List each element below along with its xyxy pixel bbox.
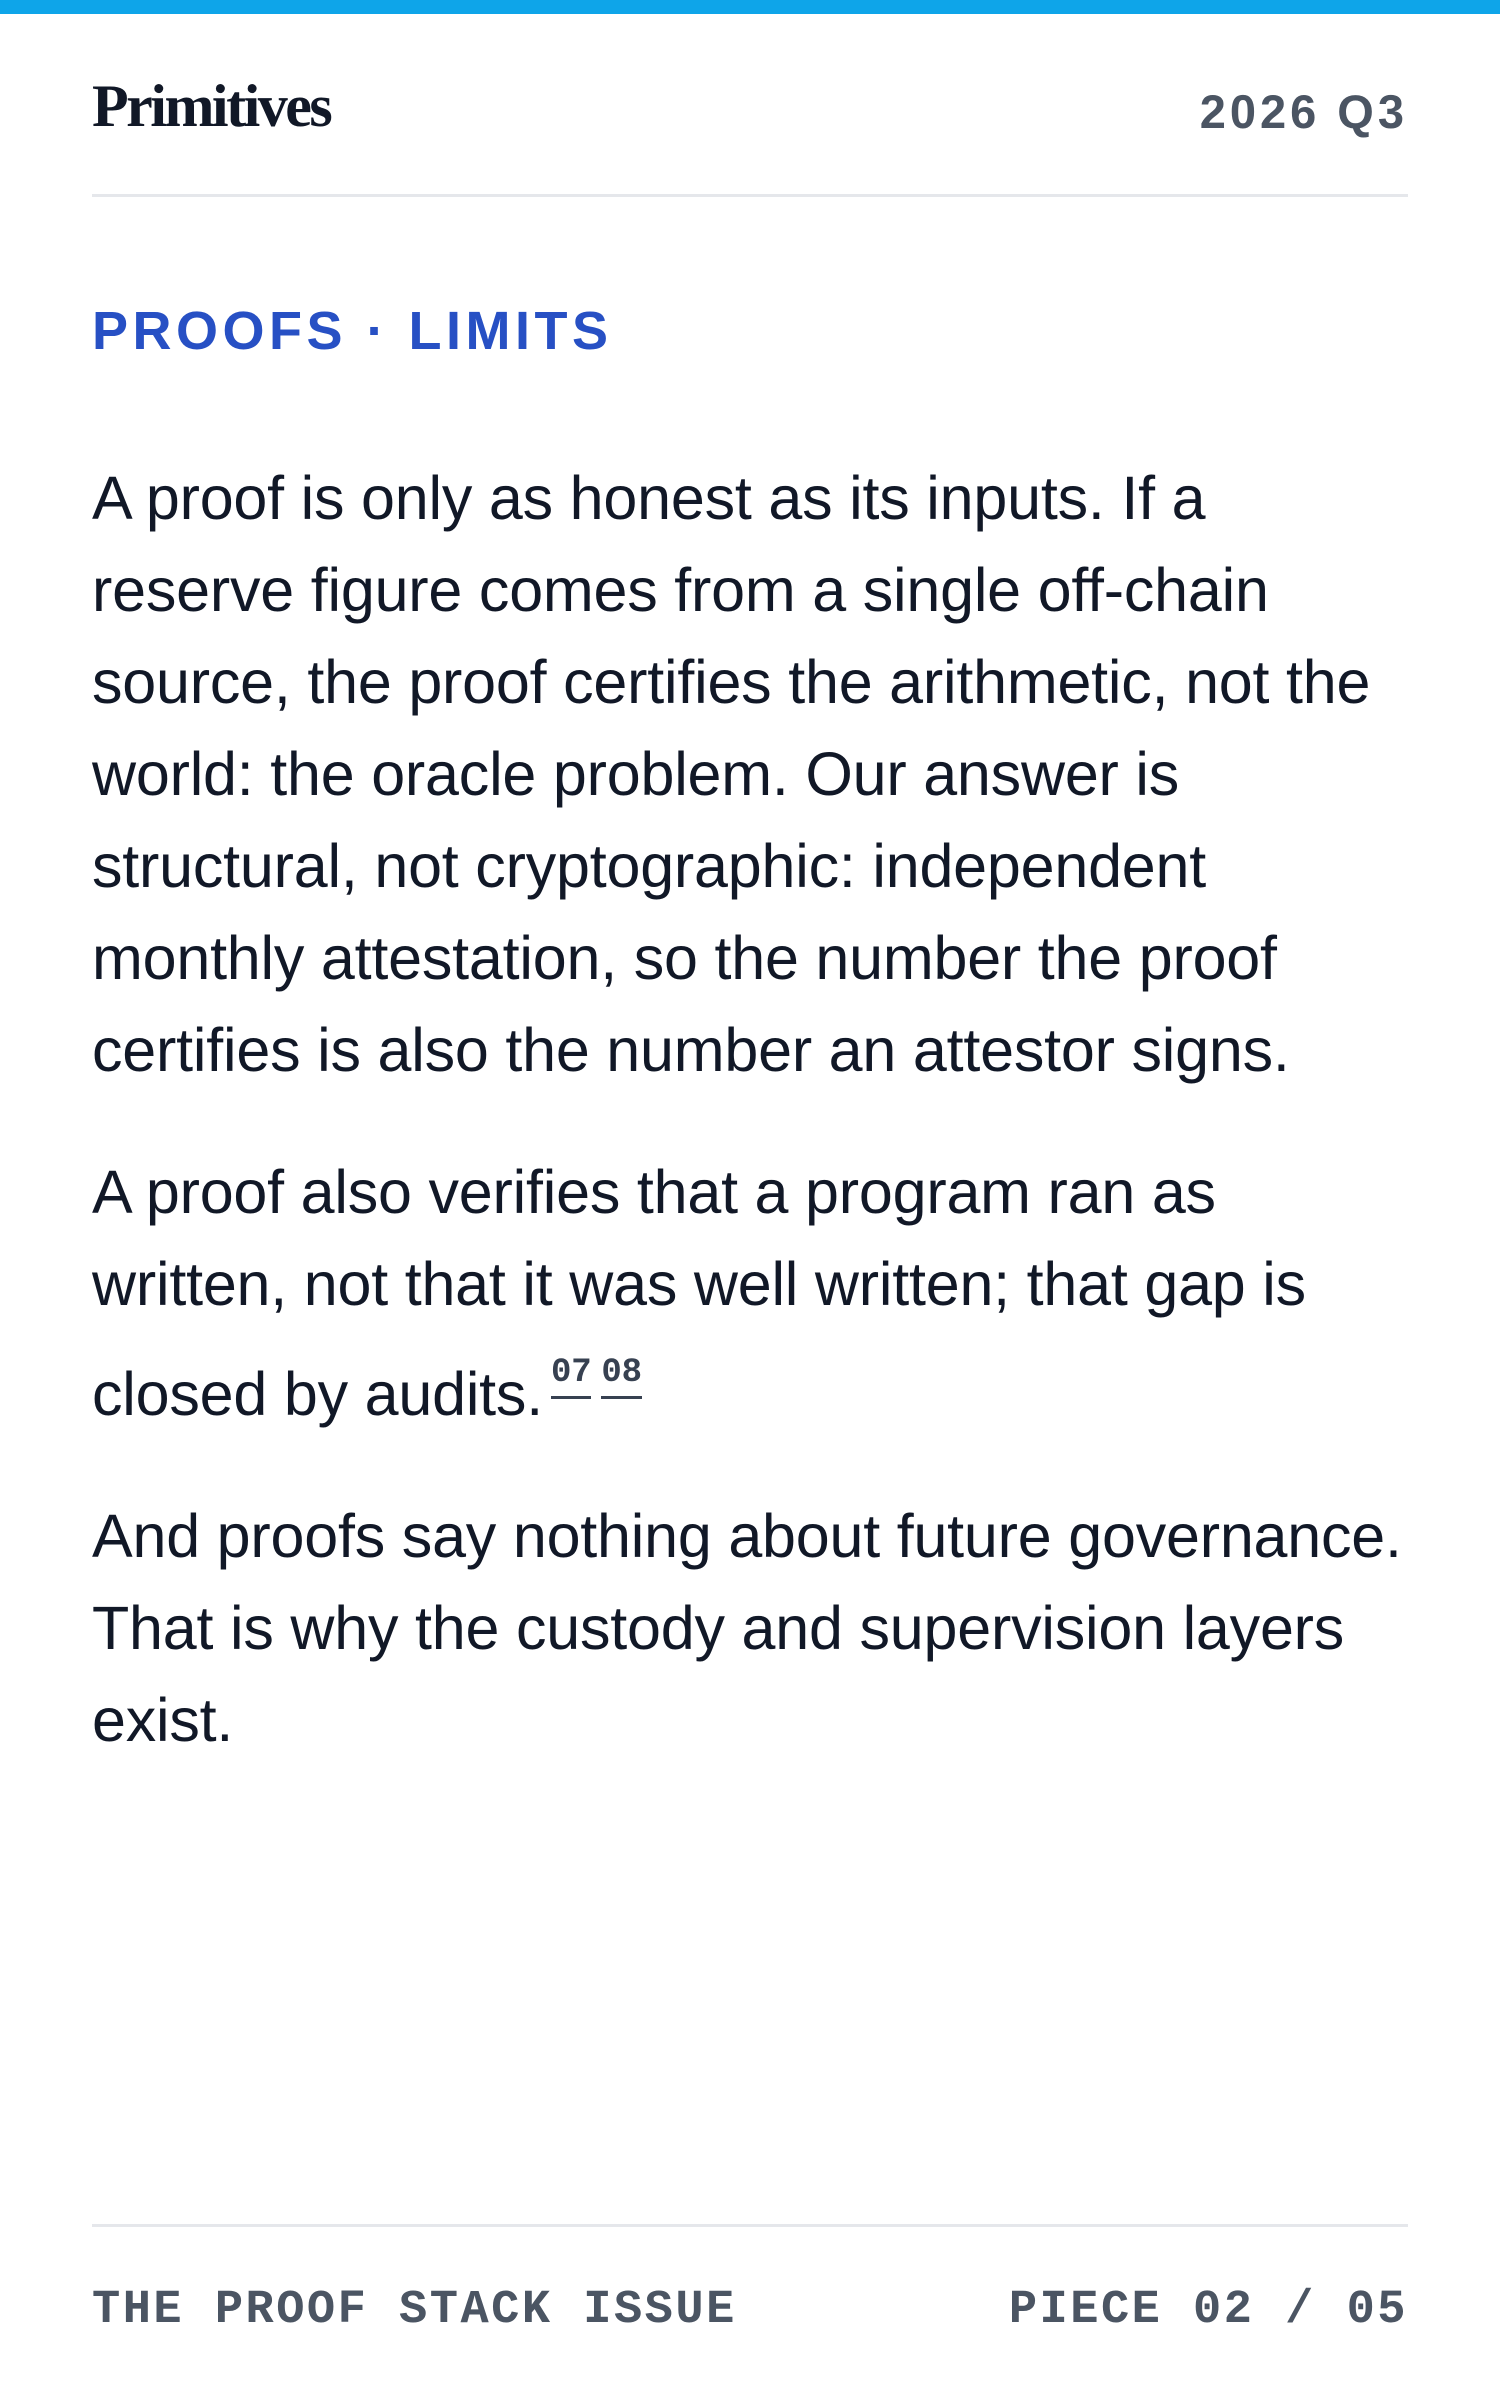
masthead (92, 14, 1408, 197)
paragraph-3 (92, 1490, 1408, 1766)
paragraph-2 (92, 1146, 1408, 1440)
top-accent-bar (0, 0, 1500, 14)
footnote-ref-08[interactable]: 08 (601, 1354, 641, 1399)
footnote-refs (551, 1330, 652, 1391)
article-page (92, 14, 1408, 2399)
paragraph-1-text: A proof is only as honest as its inputs. If a reserve figure comes from a single off-chain source, the proof certifies the arithmetic, not the world: the oracle problem. Our answer is structural, not cryptographic: independent monthly attestation, so the number the proof certifies is also the number an attestor signs. (92, 464, 1371, 1084)
paragraph-3-text: And proofs say nothing about future governance. That is why the custody and supervision layers exist. (92, 1502, 1402, 1754)
piece-counter: PIECE 02 / 05 (1008, 2284, 1408, 2337)
paragraph-2-text: A proof also verifies that a program ran as written, not that it was well written; that gap is closed by audits. (92, 1158, 1306, 1428)
page-footer (92, 2224, 1408, 2347)
issue-date: 2026 Q3 (1199, 85, 1408, 138)
section-kicker: PROOFS · LIMITS (92, 301, 613, 361)
footnote-ref-07[interactable]: 07 (551, 1354, 591, 1399)
article-body (92, 452, 1408, 1816)
paragraph-1 (92, 452, 1408, 1096)
publication-logo[interactable]: Primitives (92, 73, 331, 139)
issue-title: THE PROOF STACK ISSUE (92, 2284, 737, 2337)
